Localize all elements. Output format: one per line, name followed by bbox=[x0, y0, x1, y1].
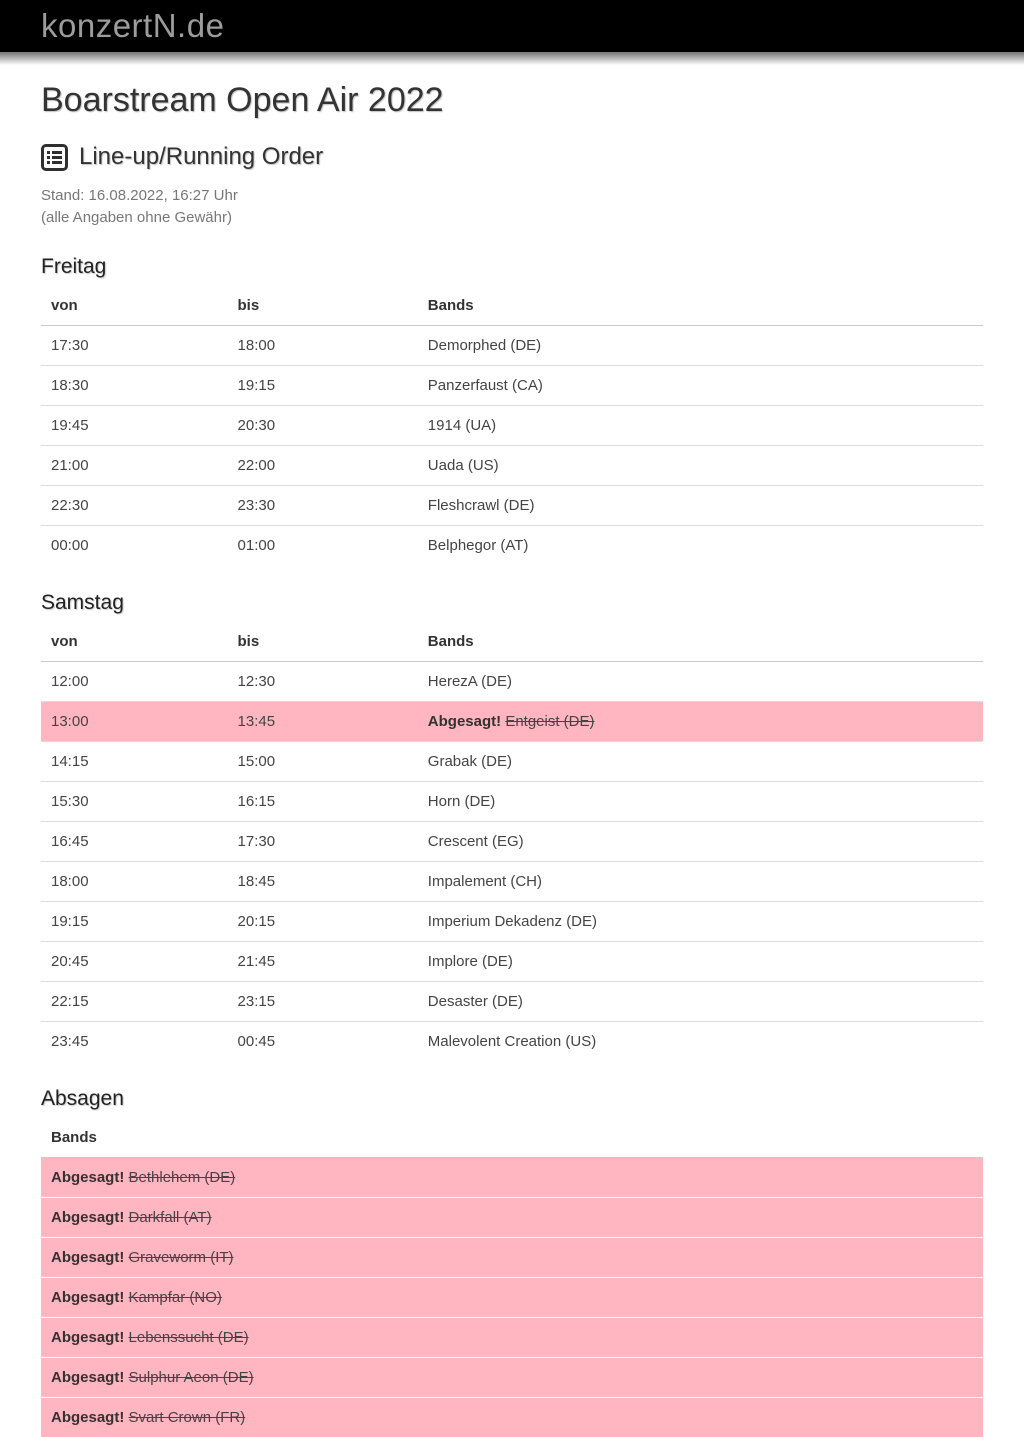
table-row bbox=[41, 406, 983, 446]
table-row bbox=[41, 742, 983, 782]
time-to: 12:30 bbox=[228, 662, 418, 702]
band-cell bbox=[418, 526, 983, 566]
column-header-bis: bis bbox=[228, 291, 418, 326]
table-row bbox=[41, 702, 983, 742]
band-cell bbox=[418, 366, 983, 406]
band-name: Implore (DE) bbox=[428, 953, 513, 970]
time-from: 12:00 bbox=[41, 662, 228, 702]
time-from: 19:15 bbox=[41, 902, 228, 942]
table-row bbox=[41, 902, 983, 942]
table-row bbox=[41, 662, 983, 702]
band-name: Fleshcrawl (DE) bbox=[428, 497, 535, 514]
cancelled-label: Abgesagt! bbox=[51, 1289, 124, 1306]
time-to: 13:45 bbox=[228, 702, 418, 742]
time-from: 22:30 bbox=[41, 486, 228, 526]
list-icon bbox=[41, 144, 68, 171]
table-row bbox=[41, 862, 983, 902]
day-title: Freitag bbox=[41, 254, 983, 280]
cancelled-band-name: Lebenssucht (DE) bbox=[129, 1329, 249, 1346]
table-row bbox=[41, 1198, 983, 1238]
site-header bbox=[0, 0, 1024, 52]
cancelled-label: Abgesagt! bbox=[51, 1369, 124, 1386]
time-from: 16:45 bbox=[41, 822, 228, 862]
time-from: 18:30 bbox=[41, 366, 228, 406]
table-row bbox=[41, 782, 983, 822]
cancelled-band-name: Darkfall (AT) bbox=[129, 1209, 212, 1226]
band-name: Crescent (EG) bbox=[428, 833, 524, 850]
cancelled-band-name: Kampfar (NO) bbox=[129, 1289, 222, 1306]
time-from: 14:15 bbox=[41, 742, 228, 782]
band-cell bbox=[41, 1318, 983, 1358]
band-cell bbox=[41, 1278, 983, 1318]
section-title-text: Line-up/Running Order bbox=[79, 142, 323, 172]
band-cell bbox=[418, 822, 983, 862]
table-header-row bbox=[41, 1123, 983, 1158]
column-header-bis: bis bbox=[228, 627, 418, 662]
time-to: 19:15 bbox=[228, 366, 418, 406]
table-row bbox=[41, 1022, 983, 1062]
day-section bbox=[41, 254, 983, 565]
cancelled-band-name: Sulphur Aeon (DE) bbox=[129, 1369, 254, 1386]
time-to: 18:45 bbox=[228, 862, 418, 902]
status-disclaimer: (alle Angaben ohne Gewähr) bbox=[41, 207, 983, 229]
table-row bbox=[41, 446, 983, 486]
cancelled-band-name: Bethlehem (DE) bbox=[129, 1169, 236, 1186]
time-to: 20:15 bbox=[228, 902, 418, 942]
time-to: 01:00 bbox=[228, 526, 418, 566]
band-cell bbox=[418, 862, 983, 902]
band-cell bbox=[418, 1022, 983, 1062]
cancellations-body bbox=[41, 1158, 983, 1437]
cancelled-label: Abgesagt! bbox=[51, 1209, 124, 1226]
band-name: Impalement (CH) bbox=[428, 873, 542, 890]
time-to: 23:30 bbox=[228, 486, 418, 526]
time-from: 17:30 bbox=[41, 326, 228, 366]
band-name: Panzerfaust (CA) bbox=[428, 377, 543, 394]
band-name: Demorphed (DE) bbox=[428, 337, 541, 354]
day-table bbox=[41, 291, 983, 565]
table-row bbox=[41, 526, 983, 566]
time-from: 18:00 bbox=[41, 862, 228, 902]
day-table-body bbox=[41, 326, 983, 566]
column-header-bands: Bands bbox=[41, 1123, 983, 1158]
band-name: Desaster (DE) bbox=[428, 993, 523, 1010]
header-shadow bbox=[0, 52, 1024, 65]
time-from: 20:45 bbox=[41, 942, 228, 982]
time-to: 20:30 bbox=[228, 406, 418, 446]
band-cell bbox=[41, 1398, 983, 1437]
time-from: 15:30 bbox=[41, 782, 228, 822]
table-row bbox=[41, 1238, 983, 1278]
cancelled-band-name: Entgeist (DE) bbox=[505, 713, 594, 730]
column-header-bands: Bands bbox=[418, 291, 983, 326]
status-block bbox=[41, 185, 983, 229]
band-cell bbox=[418, 662, 983, 702]
band-cell bbox=[418, 902, 983, 942]
table-header-row bbox=[41, 627, 983, 662]
table-row bbox=[41, 982, 983, 1022]
table-header-row bbox=[41, 291, 983, 326]
time-from: 00:00 bbox=[41, 526, 228, 566]
status-updated: Stand: 16.08.2022, 16:27 Uhr bbox=[41, 185, 983, 207]
day-table-body bbox=[41, 662, 983, 1062]
table-row bbox=[41, 1278, 983, 1318]
cancellations-section bbox=[41, 1086, 983, 1437]
day-table bbox=[41, 627, 983, 1061]
table-row bbox=[41, 366, 983, 406]
day-sections bbox=[41, 254, 983, 1061]
band-cell bbox=[41, 1358, 983, 1398]
table-row bbox=[41, 1158, 983, 1198]
cancelled-label: Abgesagt! bbox=[51, 1169, 124, 1186]
band-name: HerezA (DE) bbox=[428, 673, 512, 690]
column-header-von: von bbox=[41, 291, 228, 326]
band-cell bbox=[41, 1238, 983, 1278]
section-title bbox=[41, 142, 983, 172]
band-name: Imperium Dekadenz (DE) bbox=[428, 913, 597, 930]
cancelled-band-name: Svart Crown (FR) bbox=[129, 1409, 246, 1426]
cancellations-title: Absagen bbox=[41, 1086, 983, 1112]
table-row bbox=[41, 1318, 983, 1358]
site-logo[interactable]: konzertN.de bbox=[41, 7, 224, 45]
cancellations-table bbox=[41, 1123, 983, 1437]
column-header-von: von bbox=[41, 627, 228, 662]
cancelled-label: Abgesagt! bbox=[51, 1329, 124, 1346]
table-row bbox=[41, 822, 983, 862]
main-content bbox=[41, 65, 983, 1437]
time-to: 22:00 bbox=[228, 446, 418, 486]
time-from: 21:00 bbox=[41, 446, 228, 486]
day-title: Samstag bbox=[41, 590, 983, 616]
time-to: 16:15 bbox=[228, 782, 418, 822]
time-from: 19:45 bbox=[41, 406, 228, 446]
table-row bbox=[41, 486, 983, 526]
table-row bbox=[41, 1398, 983, 1437]
band-cell bbox=[418, 326, 983, 366]
cancelled-label: Abgesagt! bbox=[51, 1249, 124, 1266]
time-to: 15:00 bbox=[228, 742, 418, 782]
band-name: Belphegor (AT) bbox=[428, 537, 529, 554]
time-to: 23:15 bbox=[228, 982, 418, 1022]
band-cell bbox=[418, 486, 983, 526]
time-from: 13:00 bbox=[41, 702, 228, 742]
band-name: Uada (US) bbox=[428, 457, 499, 474]
time-to: 00:45 bbox=[228, 1022, 418, 1062]
band-cell bbox=[418, 446, 983, 486]
band-cell bbox=[418, 742, 983, 782]
time-to: 21:45 bbox=[228, 942, 418, 982]
band-cell bbox=[418, 406, 983, 446]
day-section bbox=[41, 590, 983, 1061]
table-row bbox=[41, 1358, 983, 1398]
band-name: Horn (DE) bbox=[428, 793, 496, 810]
cancelled-band-name: Graveworm (IT) bbox=[129, 1249, 234, 1266]
column-header-bands: Bands bbox=[418, 627, 983, 662]
band-cell bbox=[41, 1198, 983, 1238]
time-from: 22:15 bbox=[41, 982, 228, 1022]
band-name: Malevolent Creation (US) bbox=[428, 1033, 596, 1050]
cancelled-label: Abgesagt! bbox=[428, 713, 501, 730]
band-name: Grabak (DE) bbox=[428, 753, 512, 770]
band-cell bbox=[418, 702, 983, 742]
band-name: 1914 (UA) bbox=[428, 417, 496, 434]
band-cell bbox=[41, 1158, 983, 1198]
time-to: 18:00 bbox=[228, 326, 418, 366]
cancelled-label: Abgesagt! bbox=[51, 1409, 124, 1426]
band-cell bbox=[418, 942, 983, 982]
time-to: 17:30 bbox=[228, 822, 418, 862]
table-row bbox=[41, 942, 983, 982]
band-cell bbox=[418, 982, 983, 1022]
table-row bbox=[41, 326, 983, 366]
page-title: Boarstream Open Air 2022 bbox=[41, 80, 983, 120]
band-cell bbox=[418, 782, 983, 822]
time-from: 23:45 bbox=[41, 1022, 228, 1062]
